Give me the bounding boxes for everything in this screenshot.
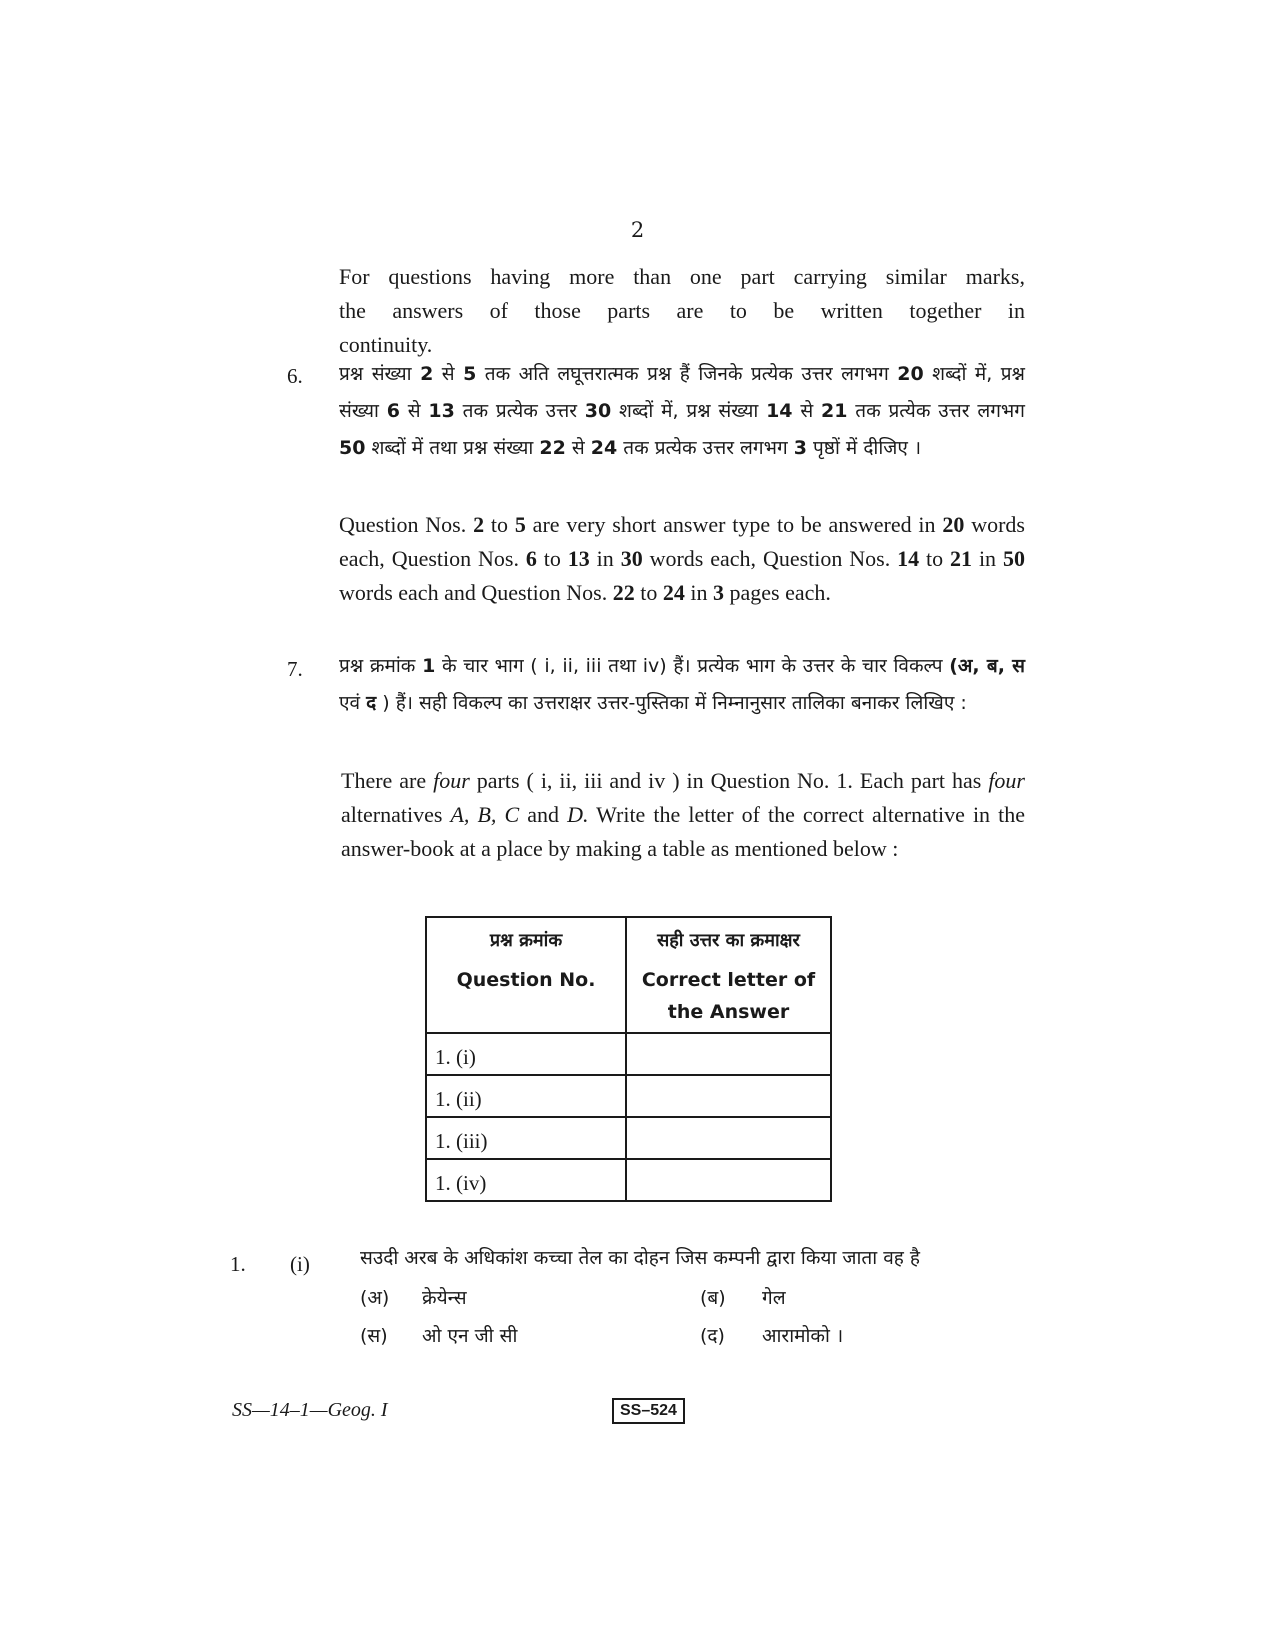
question-1-part: (i) bbox=[290, 1252, 310, 1276]
question-1-number: 1. bbox=[230, 1252, 246, 1276]
table-row bbox=[426, 1075, 831, 1117]
table-header-row bbox=[426, 917, 831, 1033]
question-1-text: सउदी अरब के अधिकांश कच्चा तेल का दोहन जिस कम्पनी द्वारा किया जाता वह है bbox=[360, 1247, 920, 1269]
row-question-no: 1. (ii) bbox=[426, 1075, 626, 1117]
row-question-no: 1. (iv) bbox=[426, 1159, 626, 1201]
item-6-hindi: प्रश्न संख्या 2 से 5 तक अति लघूत्तरात्मक प्रश्न हैं जिनके प्रत्येक उत्तर लगभग 20 शब्दों में, प्रश्न संख्या 6 से 13 तक प्रत्येक उत्तर 30 शब्दों में, प्रश्न संख्या 14 से 21 तक प्रत्येक उत्तर लगभग 50 शब्दों में तथा प्रश्न संख्या 22 से 24 तक प्रत्येक उत्तर लगभग 3 पृष्ठों में दीजिए । bbox=[339, 363, 1025, 459]
column-header-correct-letter: सही उत्तर का क्रमाक्षर Correct letter of the Answer bbox=[626, 917, 831, 1033]
row-question-no: 1. (iii) bbox=[426, 1117, 626, 1159]
item-6-number: 6. bbox=[287, 364, 303, 388]
table-row bbox=[426, 1117, 831, 1159]
row-answer-cell bbox=[626, 1159, 831, 1201]
item-7-english: There are four parts ( i, ii, iii and iv ) in Question No. 1. Each part has four alternatives A, B, C and D. Write the letter of the correct alternative in the answer-book at a place by making a table as mentioned below : bbox=[341, 768, 1025, 861]
footer-subject-code: SS—14–1—Geog. I bbox=[232, 1399, 388, 1421]
row-answer-cell bbox=[626, 1033, 831, 1075]
answer-table bbox=[425, 916, 832, 1202]
item-7-hindi: प्रश्न क्रमांक 1 के चार भाग ( i, ii, iii तथा iv) हैं। प्रत्येक भाग के उत्तर के चार विकल्प (अ, ब, स एवं द ) हैं। सही विकल्प का उत्तराक्षर उत्तर-पुस्तिका में निम्नानुसार तालिका बनाकर लिखिए : bbox=[339, 655, 1026, 714]
row-question-no: 1. (i) bbox=[426, 1033, 626, 1075]
option-d-text: आरामोको । bbox=[762, 1325, 844, 1347]
intro-line: For questions having more than one part carrying similar marks, bbox=[339, 264, 1025, 289]
footer-paper-code: SS–524 bbox=[612, 1398, 685, 1424]
option-a-text: क्रेयेन्स bbox=[422, 1287, 467, 1309]
column-header-question-no: प्रश्न क्रमांक Question No. bbox=[426, 917, 626, 1033]
intro-line: the answers of those parts are to be written together in bbox=[339, 298, 1025, 323]
page-number: 2 bbox=[630, 218, 645, 242]
row-answer-cell bbox=[626, 1117, 831, 1159]
option-c-text: ओ एन जी सी bbox=[422, 1325, 518, 1347]
option-a-label: (अ) bbox=[360, 1287, 390, 1309]
option-b-text: गेल bbox=[762, 1287, 786, 1309]
intro-paragraph bbox=[339, 260, 1025, 362]
option-c-label: (स) bbox=[360, 1325, 388, 1347]
item-7-number: 7. bbox=[287, 657, 303, 681]
intro-line: continuity. bbox=[339, 332, 433, 357]
row-answer-cell bbox=[626, 1075, 831, 1117]
item-6-english: Question Nos. 2 to 5 are very short answer type to be answered in 20 words each, Question Nos. 6 to 13 in 30 words each, Question Nos. 14 to 21 in 50 words each and Question Nos. 22 to 24 in 3 pages each. bbox=[339, 512, 1025, 605]
option-b-label: (ब) bbox=[700, 1287, 726, 1309]
table-row bbox=[426, 1159, 831, 1201]
option-d-label: (द) bbox=[700, 1325, 725, 1347]
table-row bbox=[426, 1033, 831, 1075]
